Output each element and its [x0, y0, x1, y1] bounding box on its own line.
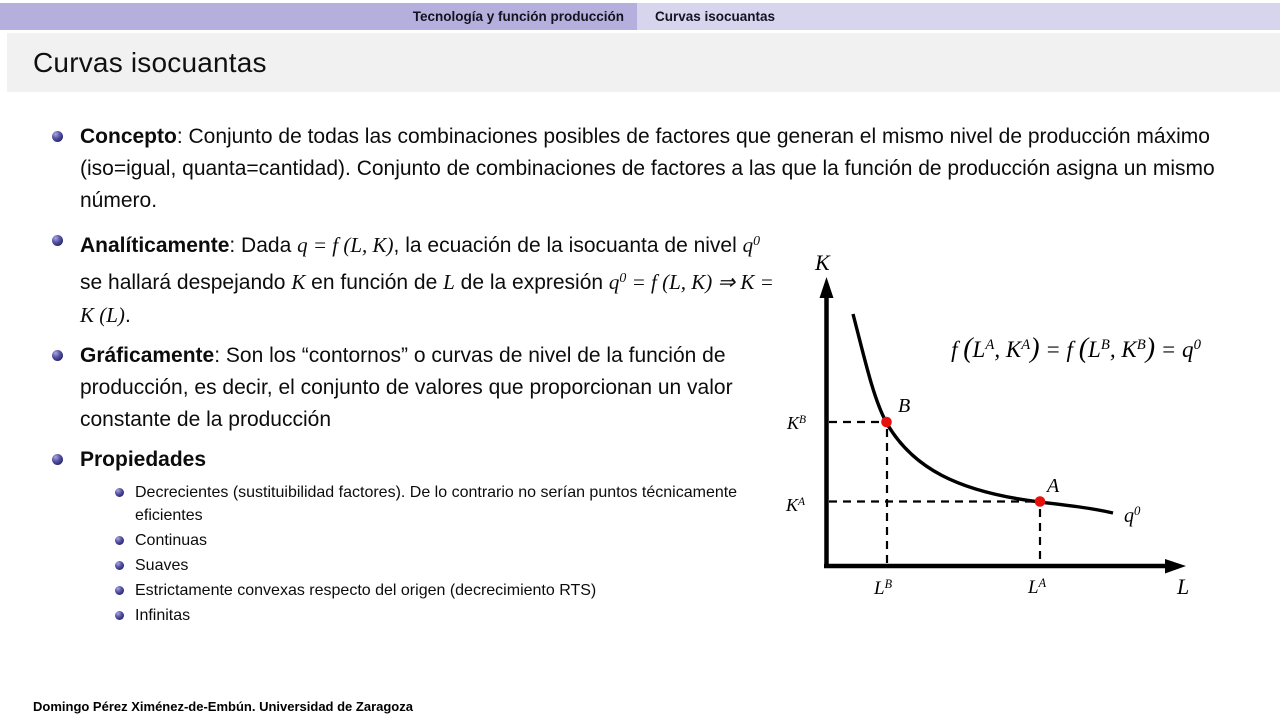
page-title: Curvas isocuantas: [33, 46, 267, 78]
sub-bullet-icon: [115, 586, 124, 595]
bullet-icon: [52, 350, 63, 361]
nav-section-label: Tecnología y función producción: [412, 9, 624, 24]
isoquant-graph: [780, 245, 1240, 610]
point-b-label: B: [898, 395, 911, 417]
bullet-concepto-text: Concepto: Conjunto de todas las combinaciones posibles de factores que generan el mismo nivel de producción máximo (iso=igual, quanta=cantidad). Conjunto de combinaciones de factores a las que la función de producción asigna un mismo número.: [80, 125, 1215, 212]
point-b: [881, 417, 892, 428]
property-item: [115, 604, 760, 627]
bullet-graficamente-text: Gráficamente: Son los “contornos” o curvas de nivel de la función de producción, es decir, el conjunto de valores que proporcionan un valor constante de la producción: [80, 343, 733, 431]
sub-bullet-icon: [115, 536, 124, 545]
bullet-icon: [52, 454, 63, 465]
x-axis-label: L: [1177, 574, 1190, 599]
bullet-propiedades-title: Propiedades: [80, 447, 207, 471]
bullet-concepto: [52, 121, 1232, 217]
nav-header: [0, 3, 1280, 30]
q0-curve-label: $q^0$: [1124, 504, 1141, 527]
footer-author: Domingo Pérez Ximénez-de-Embún. Universidad de Zaragoza: [33, 699, 413, 714]
nav-section[interactable]: [0, 3, 637, 30]
property-text: Estrictamente convexas respecto del origen (decrecimiento RTS): [135, 581, 597, 599]
kb-tick-label: $K^B$: [787, 413, 807, 433]
sub-bullet-icon: [115, 488, 124, 497]
lb-tick-label: $L^B$: [874, 577, 893, 599]
x-axis-arrow-icon: [1165, 559, 1186, 574]
property-item: [115, 554, 760, 577]
property-item: [115, 529, 760, 552]
isoquant-equation: f ($L^A$, $K^A) = f$ ($L^B$, $K^B) = q^0$: [951, 333, 1201, 364]
property-text: Decrecientes (sustituibilidad factores). De lo contrario no serían puntos técnicamente eficientes: [135, 483, 738, 524]
property-text: Continuas: [135, 531, 208, 549]
point-a-label: A: [1047, 475, 1060, 497]
properties-list: [115, 481, 760, 627]
bullet-icon: [52, 131, 63, 142]
title-bar: [7, 33, 1280, 92]
bullet-analiticamente-text: Analíticamente: Dada q = f (L, K), la ecuación de la isocuanta de nivel $q^0$ se hallará despejando K en función de L de la expresión $q^0 = f$ (L, K) ⇒ K = K (L).: [80, 232, 774, 327]
la-tick-label: $L^A$: [1028, 576, 1047, 598]
point-a: [1035, 496, 1046, 507]
y-axis-label: K: [815, 250, 830, 275]
nav-subsection-label: Curvas isocuantas: [655, 9, 776, 24]
sub-bullet-icon: [115, 561, 124, 570]
property-item: [115, 579, 760, 602]
property-text: Infinitas: [135, 606, 191, 624]
nav-subsection[interactable]: [637, 3, 1280, 30]
ka-tick-label: $K^A$: [786, 495, 806, 515]
y-axis-arrow-icon: [820, 277, 834, 298]
property-item: [115, 481, 760, 527]
sub-bullet-icon: [115, 611, 124, 620]
property-text: Suaves: [135, 556, 189, 574]
bullet-icon: [52, 235, 63, 246]
